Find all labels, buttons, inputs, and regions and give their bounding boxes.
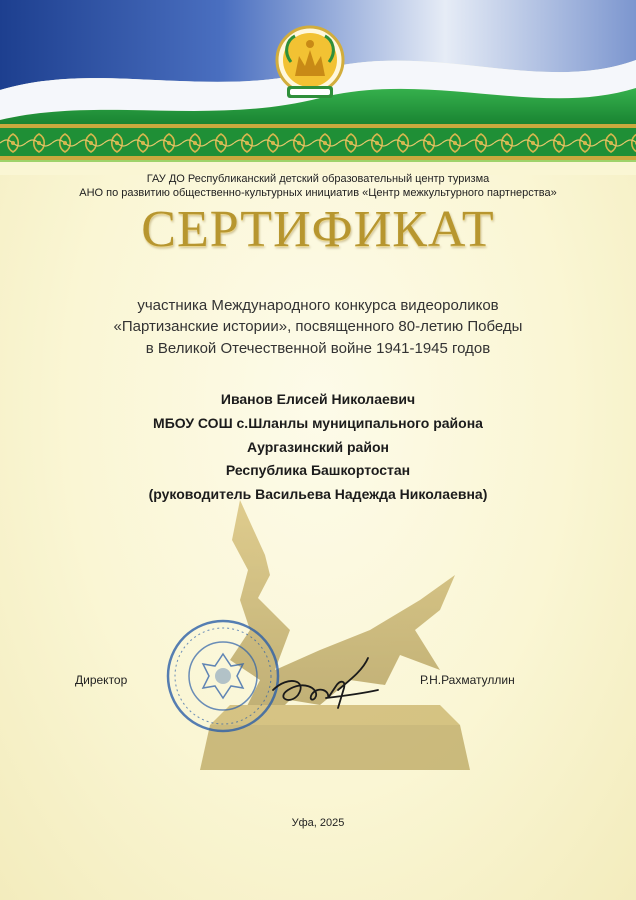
official-stamp-icon (165, 618, 281, 734)
recipient-school: МБОУ СОШ с.Шланлы муниципального района (153, 415, 483, 431)
recipient-name: Иванов Елисей Николаевич (220, 391, 416, 407)
place-year: Уфа, 2025 (291, 817, 345, 829)
description-line-1: участника Международного конкурса видеороликов (137, 297, 499, 314)
recipient-district: Аургазинский район (247, 439, 389, 455)
certificate-title: СЕРТИФИКАТ (141, 201, 495, 258)
organizer-line-2: АНО по развитию общественно-культурных инициатив «Центр межкультурного партнерства» (79, 187, 557, 199)
recipient-region: Республика Башкортостан (225, 462, 411, 478)
description-line-3: в Великой Отечественной войне 1941-1945 годов (145, 340, 491, 357)
recipient-supervisor: (руководитель Васильева Надежда Николаевна) (148, 486, 488, 502)
description-line-2: «Партизанские истории», посвященного 80-летию Победы (113, 318, 523, 335)
signature-role: Директор (75, 673, 128, 687)
signature-name: Р.Н.Рахматуллин (420, 673, 515, 687)
handwritten-signature-icon (268, 650, 383, 720)
bashkortostan-emblem-icon (273, 22, 347, 106)
organizer-line-1: ГАУ ДО Республиканский детский образовательный центр туризма (146, 173, 490, 185)
